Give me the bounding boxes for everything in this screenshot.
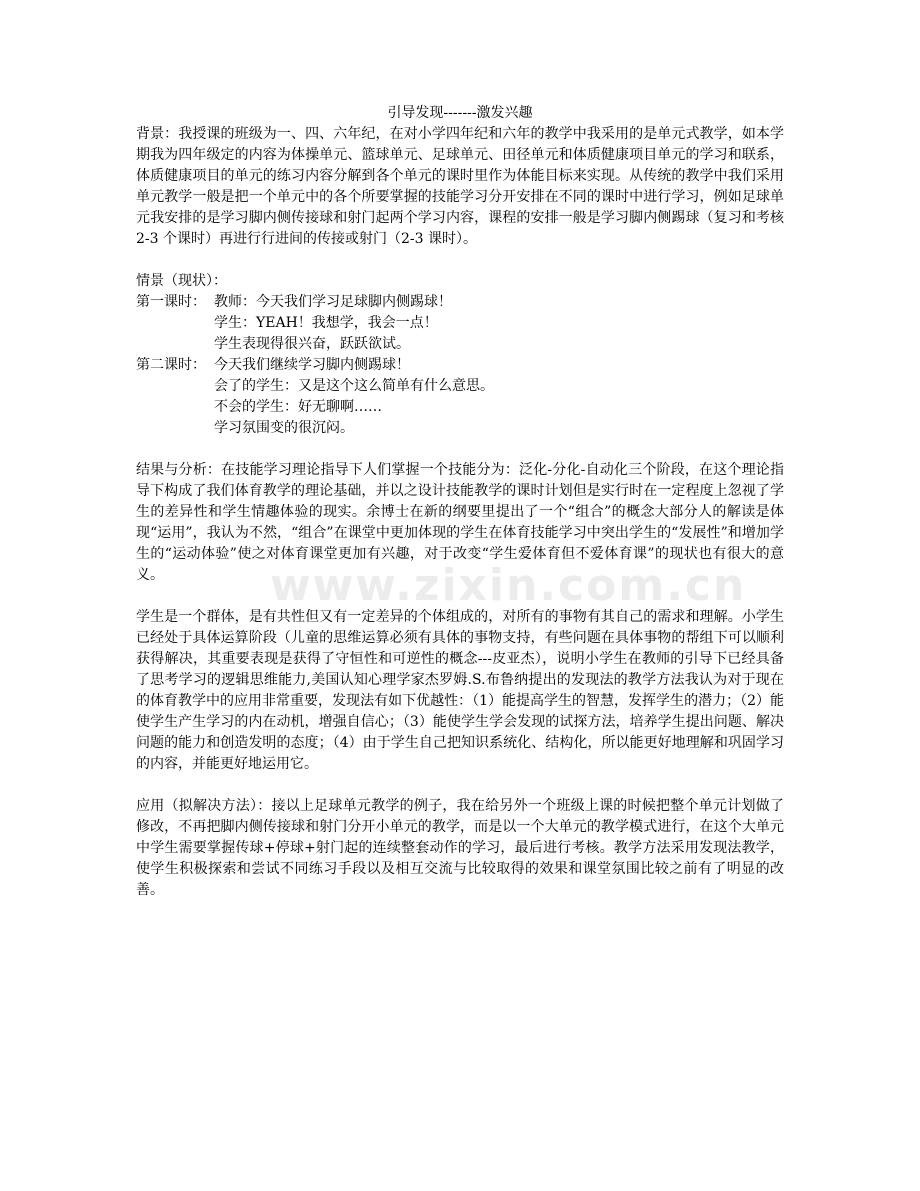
lesson2-label: 第二课时： — [136, 357, 206, 373]
lesson2-row — [136, 355, 784, 376]
analysis-paragraph: 结果与分析：在技能学习理论指导下人们掌握一个技能分为：泛化-分化-自动化三个阶段，在这个理论指导下构成了我们体育教学的理论基础，并以之设计技能教学的课时计划但是实行时在一定程度上忽视了学生的差异性和学生情趣体验的现实。余博士在新的纲要里提出了一个“组合”的概念大部分人的解读是体现“运用”，我认为不然，“组合”在课堂中更加体现的学生在体育技能学习中突出学生的“发展性”和增加学生的“运动体验”使之对体育课堂更加有兴趣，对于改变“学生爱体育但不爱体育课”的现状也有很大的意义。 — [136, 462, 784, 583]
lesson2-line4: 学习氛围变的很沉闷。 — [214, 420, 354, 436]
lesson1-line1: 教师：今天我们学习足球脚内侧踢球！ — [214, 294, 452, 310]
document-body — [136, 103, 784, 901]
lesson1-line2: 学生：YEAH！我想学，我会一点！ — [214, 315, 438, 331]
watermark: www.zixin.com.cn — [270, 560, 747, 611]
lesson2-line1: 今天我们继续学习脚内侧踢球！ — [214, 357, 410, 373]
lesson1-line3: 学生表现得很兴奋，跃跃欲试。 — [214, 336, 410, 352]
lesson2-line2: 会了的学生：又是这个这么简单有什么意思。 — [214, 378, 494, 394]
students-paragraph: 学生是一个群体，是有共性但又有一定差异的个体组成的，对所有的事物有其自己的需求和理解。小学生已经处于具体运算阶段（儿童的思维运算必须有具体的事物支持，有些问题在具体事物的帮组下可以顺利获得解决，其重要表现是获得了守恒性和可逆性的概念---皮亚杰），说明小学生在教师的引导下已经具备了思考学习的逻辑思维能力,美国认知心理学家杰罗姆.S.布鲁纳提出的发现法的教学方法我认为对于现在的体育教学中的应用非常重要，发现法有如下优越性：（1）能提高学生的智慧，发挥学生的潜力；（2）能使学生产生学习的内在动机，增强自信心；（3）能使学生学会发现的试探方法，培养学生提出问题、解决问题的能力和创造发明的态度；（4）由于学生自己把知识系统化、结构化，所以能更好地理解和巩固学习的内容，并能更好地运用它。 — [136, 609, 784, 772]
application-paragraph: 应用（拟解决方法）：接以上足球单元教学的例子，我在给另外一个班级上课的时候把整个单元计划做了修改，不再把脚内侧传接球和射门分开小单元的教学，而是以一个大单元的教学模式进行，在这个大单元中学生需要掌握传球+停球+射门起的连续整套动作的学习，最后进行考核。教学方法采用发现法教学，使学生积极探索和尝试不同练习手段以及相互交流与比较取得的效果和课堂氛围比较之前有了明显的改善。 — [136, 798, 784, 898]
lesson2-line3: 不会的学生：好无聊啊…… — [214, 399, 382, 415]
lesson1-label: 第一课时： — [136, 294, 206, 310]
scene-heading: 情景（现状）： — [136, 273, 227, 289]
document-title: 引导发现-------激发兴趣 — [387, 105, 533, 121]
lesson1-row — [136, 292, 784, 313]
background-paragraph: 背景：我授课的班级为一、四、六年纪，在对小学四年纪和六年的教学中我采用的是单元式教学，如本学期我为四年级定的内容为体操单元、篮球单元、足球单元、田径单元和体质健康项目单元的学习和联系，体质健康项目的单元的练习内容分解到各个单元的课时里作为体能目标来实现。从传统的教学中我们采用单元教学一般是把一个单元中的各个所要掌握的技能学习分开安排在不同的课时中进行学习，例如足球单元我安排的是学习脚内侧传接球和射门起两个学习内容，课程的安排一般是学习脚内侧踢球（复习和考核 2-3 个课时）再进行行进间的传接或射门（2-3 课时）。 — [136, 126, 784, 247]
